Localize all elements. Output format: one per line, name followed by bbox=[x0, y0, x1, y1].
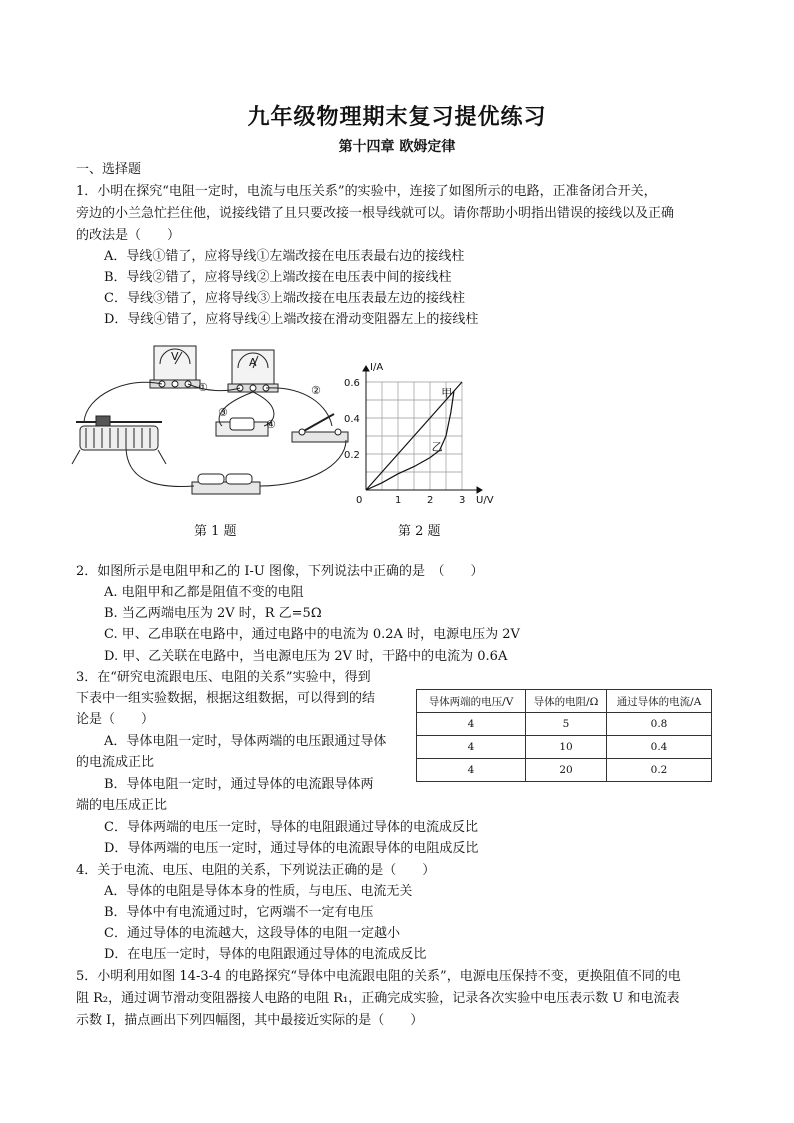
q1-option-a: A．导线①错了，应将导线①左端改接在电压表最右边的接线柱 bbox=[104, 249, 465, 264]
y-axis-arrow bbox=[363, 366, 369, 371]
wire-label-4: ④ bbox=[266, 418, 276, 431]
q1-stem-line1: 1．小明在探究“电阻一定时，电流与电压关系”的实验中，连接了如图所示的电路，正准备闭合开关， bbox=[76, 184, 657, 199]
table-header: 通过导体的电流/A bbox=[607, 690, 712, 713]
q3-option-c: C．导体两端的电压一定时，导体的电阻跟通过导体的电流成反比 bbox=[104, 820, 478, 835]
q5-stem-line1: 5．小明利用如图 14-3-4 的电路探究“导体中电流跟电阻的关系”，电源电压保持不变，更换阻值不同的电 bbox=[76, 969, 681, 984]
table-cell: 0.4 bbox=[607, 736, 712, 759]
q3-option-a-line2: 的电流成正比 bbox=[76, 755, 155, 770]
table-row bbox=[417, 736, 712, 759]
x-tick-label: 2 bbox=[427, 495, 434, 506]
table-header: 导体的电阻/Ω bbox=[526, 690, 607, 713]
q2-stem: 2．如图所示是电阻甲和乙的 I-U 图像，下列说法中正确的是 （ ） bbox=[76, 564, 484, 579]
q4-stem: 4．关于电流、电压、电阻的关系，下列说法正确的是（ ） bbox=[76, 863, 436, 878]
table-cell: 4 bbox=[417, 713, 526, 736]
table-row bbox=[417, 759, 712, 782]
iu-graph bbox=[338, 354, 508, 510]
q3-data-table bbox=[416, 689, 712, 782]
q2-option-c: C. 甲、乙串联在电路中，通过电路中的电流为 0.2A 时，电源电压为 2V bbox=[104, 627, 520, 642]
q1-stem-line2: 旁边的小兰急忙拦住他，说接线错了且只要改接一根导线就可以。请你帮助小明指出错误的接线以及正确 bbox=[76, 206, 675, 221]
origin-label: 0 bbox=[356, 495, 363, 506]
q3-option-b-line1: B．导体电阻一定时，通过导体的电流跟导体两 bbox=[104, 777, 374, 792]
table-header-row bbox=[417, 690, 712, 713]
y-tick-label: 0.6 bbox=[344, 378, 360, 389]
wire-label-3: ③ bbox=[218, 406, 228, 419]
section-heading: 一、选择题 bbox=[76, 162, 142, 177]
y-axis-label: I/A bbox=[370, 362, 384, 373]
table-cell: 5 bbox=[526, 713, 607, 736]
q2-option-a: A. 电阻甲和乙都是阻值不变的电阻 bbox=[104, 585, 304, 600]
q1-option-b: B．导线②错了，应将导线②上端改接在电压表中间的接线柱 bbox=[104, 270, 452, 285]
table-cell: 4 bbox=[417, 736, 526, 759]
q1-option-d: D．导线④错了，应将导线④上端改接在滑动变阻器左上的接线柱 bbox=[104, 312, 479, 327]
q4-option-d: D．在电压一定时，导体的电阻跟通过导体的电流成反比 bbox=[104, 947, 427, 962]
q3-stem-line1: 3．在“研究电流跟电压、电阻的关系”实验中，得到 bbox=[76, 670, 371, 685]
x-tick-label: 3 bbox=[459, 495, 466, 506]
series-label-jia: 甲 bbox=[441, 386, 453, 400]
wire-label-1: ① bbox=[198, 381, 208, 394]
q4-option-c: C．通过导体的电流越大，这段导体的电阻一定越小 bbox=[104, 926, 400, 941]
y-tick-label: 0.4 bbox=[344, 414, 360, 425]
q2-option-d: D. 甲、乙关联在电路中，当电源电压为 2V 时，干路中的电流为 0.6A bbox=[104, 649, 508, 664]
q3-option-b-line2: 端的电压成正比 bbox=[76, 798, 168, 813]
ammeter-letter: A bbox=[249, 356, 257, 369]
q4-option-b: B．导体中有电流通过时，它两端不一定有电压 bbox=[104, 905, 374, 920]
table-cell: 0.8 bbox=[607, 713, 712, 736]
figure2-caption: 第 2 题 bbox=[398, 524, 441, 539]
circuit-figure bbox=[66, 336, 356, 506]
series-label-yi: 乙 bbox=[431, 440, 443, 454]
q2-option-b: B. 当乙两端电压为 2V 时，R 乙=5Ω bbox=[104, 606, 322, 621]
x-axis-label: U/V bbox=[476, 495, 494, 506]
x-tick-label: 1 bbox=[395, 495, 402, 506]
page-title: 九年级物理期末复习提优练习 bbox=[247, 104, 547, 130]
wire-label-2: ② bbox=[311, 384, 321, 397]
q3-option-a-line1: A．导体电阻一定时，导体两端的电压跟通过导体 bbox=[104, 734, 387, 749]
table-cell: 10 bbox=[526, 736, 607, 759]
q1-option-c: C．导线③错了，应将导线③上端改接在电压表最左边的接线柱 bbox=[104, 291, 465, 306]
voltmeter-letter: V bbox=[171, 350, 179, 363]
figure1-caption: 第 1 题 bbox=[194, 524, 237, 539]
table-cell: 20 bbox=[526, 759, 607, 782]
q5-stem-line3: 示数 I，描点画出下列四幅图，其中最接近实际的是（ ） bbox=[76, 1013, 424, 1028]
table-cell: 0.2 bbox=[607, 759, 712, 782]
q1-stem-line3: 的改法是（ ） bbox=[76, 228, 181, 243]
q4-option-a: A．导体的电阻是导体本身的性质，与电压、电流无关 bbox=[104, 884, 413, 899]
chapter-subtitle: 第十四章 欧姆定律 bbox=[338, 139, 456, 155]
y-tick-label: 0.2 bbox=[344, 450, 360, 461]
q3-option-d: D．导体两端的电压一定时，通过导体的电流跟导体的电阻成反比 bbox=[104, 841, 479, 856]
q3-stem-line3: 论是（ ） bbox=[76, 712, 155, 727]
table-header: 导体两端的电压/V bbox=[417, 690, 526, 713]
table-row bbox=[417, 713, 712, 736]
q5-stem-line2: 阻 R₂，通过调节滑动变阻器接人电路的电阻 R₁，正确完成实验，记录各次实验中电压表示数 U 和电流表 bbox=[76, 991, 680, 1006]
table-cell: 4 bbox=[417, 759, 526, 782]
rheostat bbox=[80, 426, 158, 450]
x-axis-arrow bbox=[477, 487, 482, 493]
q3-stem-line2: 下表中一组实验数据，根据这组数据，可以得到的结 bbox=[76, 691, 376, 706]
